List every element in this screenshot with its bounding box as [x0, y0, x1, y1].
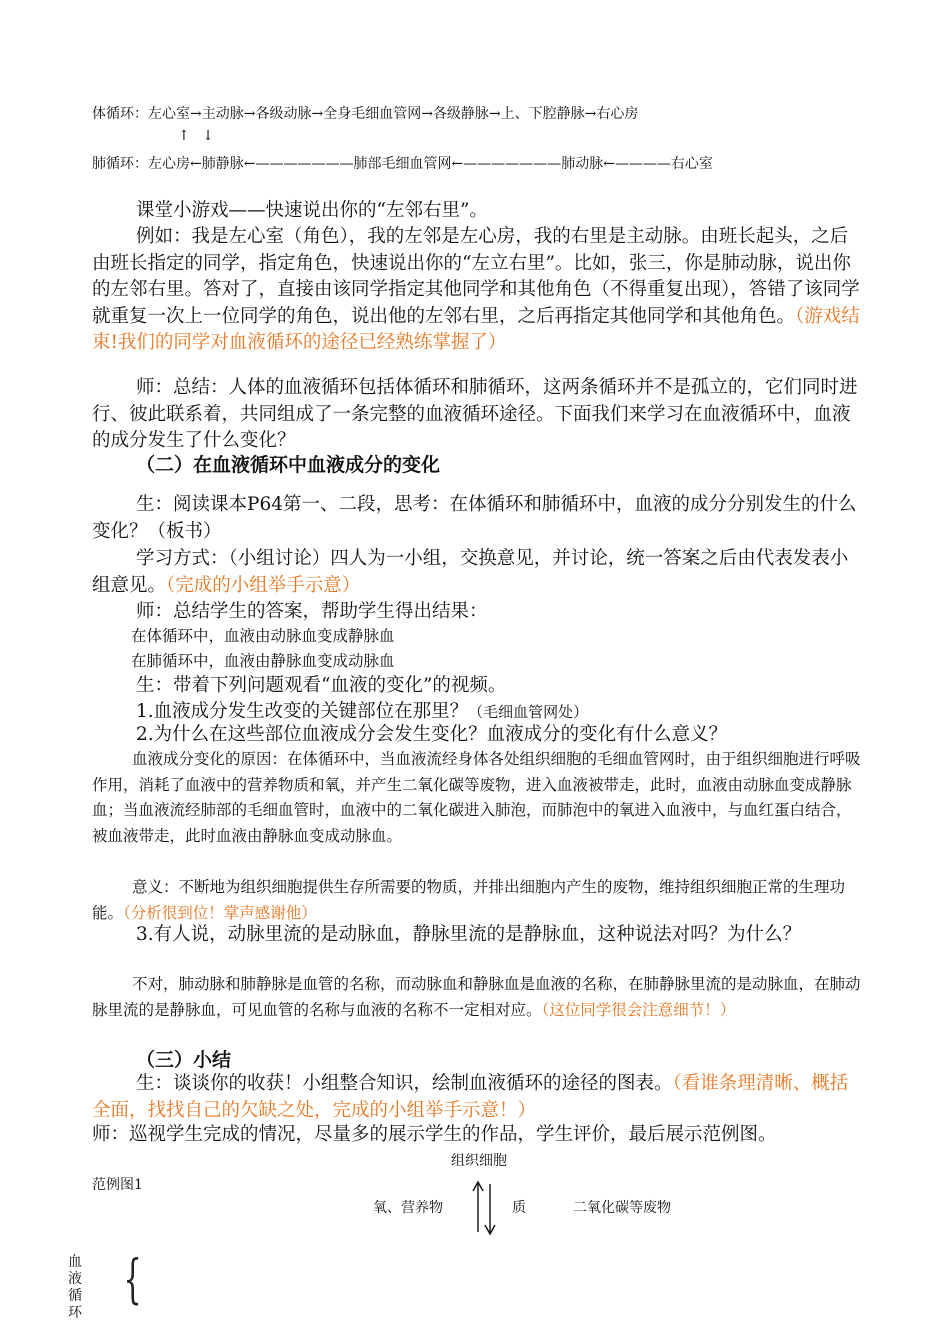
diagram-mid-label: 质 [512, 1200, 526, 1216]
teacher-inspection: 师：巡视学生完成的情况，尽量多的展示学生的作品，学生评价，最后展示范例图。 [92, 1124, 777, 1145]
teacher-summary: 师：总结：人体的血液循环包括体循环和肺循环，这两条循环并不是孤立的，它们同时进行、彼此联系着，共同组成了一条完整的血液循环途径。下面我们来学习在血液循环中，血液的成分发生了什么变化？ [92, 377, 858, 451]
section-3-heading: （三）小结 [136, 1049, 232, 1071]
student-reading: 生：阅读课本P64第一、二段，思考：在体循环和肺循环中，血液的成分分别发生的什么变化？（板书） [92, 494, 857, 542]
change-meaning-text: 意义：不断地为组织细胞提供生存所需要的物质，并排出细胞内产生的废物，维持组织细胞正常的生理功能。 [92, 878, 846, 922]
question-3: 3.有人说，动脉里流的是动脉血，静脉里流的是静脉血，这种说法对吗？为什么？ [136, 924, 802, 945]
result-systemic: 在体循环中，血液由动脉血变成静脉血 [131, 627, 395, 645]
pulmonary-circulation-line: 肺循环：左心房←肺静脉←———————肺部毛细血管网←———————肺动脉←————右心室 [92, 156, 713, 172]
student-harvest-note: （看谁条理清晰、概括全面，找找自己的欠缺之处，完成的小组举手示意！） [92, 1073, 849, 1121]
change-meaning-note: （分析很到位！掌声感谢他） [123, 903, 317, 922]
game-note: （游戏结束!我们的同学对血液循环的途径已经熟练掌握了） [92, 305, 860, 353]
vertical-char: 血 [68, 1254, 82, 1270]
curly-brace-icon: { [123, 1250, 142, 1310]
question-3-answer [92, 972, 864, 1023]
question-2: 2.为什么在这些部位血液成分会发生变化？血液成分的变化有什么意义？ [136, 724, 728, 745]
diagram-left-label: 氧、营养物 [373, 1200, 443, 1216]
vertical-char: 循 [68, 1288, 82, 1304]
game-description-text: 例如：我是左心室（角色），我的左邻是左心房，我的右里是主动脉。由班长起头，之后由班长指定的同学，指定角色，快速说出你的“左立右里”。比如，张三，你是肺动脉，说出你的左邻右里。答对了，直接由该同学指定其他同学和其他角色（不得重复出现），答错了该同学就重复一次上一位同学的角色，说出他的左邻右里，之后再指定其他同学和其他角色。 [92, 226, 860, 327]
vertical-arrows: ↑ ↓ [178, 128, 218, 144]
diagram-top-label: 组织细胞 [451, 1153, 507, 1169]
video-instruction: 生：带着下列问题观看“血液的变化”的视频。 [136, 675, 507, 696]
section-2-heading: （二）在血液循环中血液成分的变化 [136, 454, 441, 476]
vertical-char: 液 [68, 1271, 82, 1287]
exchange-arrows-icon [470, 1178, 498, 1238]
student-harvest [92, 1071, 864, 1124]
teacher-conclusion: 师：总结学生的答案，帮助学生得出结果： [136, 601, 488, 622]
systemic-circulation-line: 体循环：左心室→主动脉→各级动脉→全身毛细血管网→各级静脉→上、下腔静脉→右心房 [92, 106, 639, 122]
game-title: 课堂小游戏——快速说出你的“左邻右里”。 [136, 200, 488, 221]
diagram-caption: 范例图1 [92, 1177, 143, 1193]
result-pulmonary: 在肺循环中，血液由静脉血变成动脉血 [131, 652, 395, 670]
question-3-note: （这位同学很会注意细节！） [541, 1000, 736, 1019]
change-meaning [92, 875, 864, 926]
blood-circulation-vertical-label [68, 1254, 84, 1322]
question-3-answer-text: 不对，肺动脉和肺静脉是血管的名称，而动脉血和静脉血是血液的名称，在肺静脉里流的是动脉血，在肺动脉里流的是静脉血，可见血管的名称与血液的名称不一定相对应。 [92, 975, 861, 1019]
student-harvest-text: 生：谈谈你的收获！小组整合知识，绘制血液循环的途径的图表。 [136, 1073, 673, 1094]
game-description [92, 224, 864, 357]
question-1-answer: （毛细血管网处） [468, 703, 589, 721]
vertical-char: 环 [68, 1305, 82, 1321]
diagram-right-label: 二氧化碳等废物 [573, 1200, 671, 1216]
learning-method [92, 546, 864, 599]
question-1-text: 1.血液成分发生改变的关键部位在那里？ [136, 701, 469, 722]
learning-method-text: 学习方式：（小组讨论）四人为一小组，交换意见，并讨论，统一答案之后由代表发表小组意见。 [92, 548, 849, 596]
change-reason: 血液成分变化的原因：在体循环中，当血液流经身体各处组织细胞的毛细血管网时，由于组织细胞进行呼吸作用，消耗了血液中的营养物质和氧，并产生二氧化碳等废物，进入血液被带走，此时，血液由动脉血变成静脉血；当血液流经肺部的毛细血管时，血液中的二氧化碳进入肺泡，而肺泡中的氧进入血液中，与血红蛋白结合，被血液带走，此时血液由静脉血变成动脉血。 [92, 750, 861, 845]
learning-method-note: （完成的小组举手示意） [166, 574, 361, 596]
